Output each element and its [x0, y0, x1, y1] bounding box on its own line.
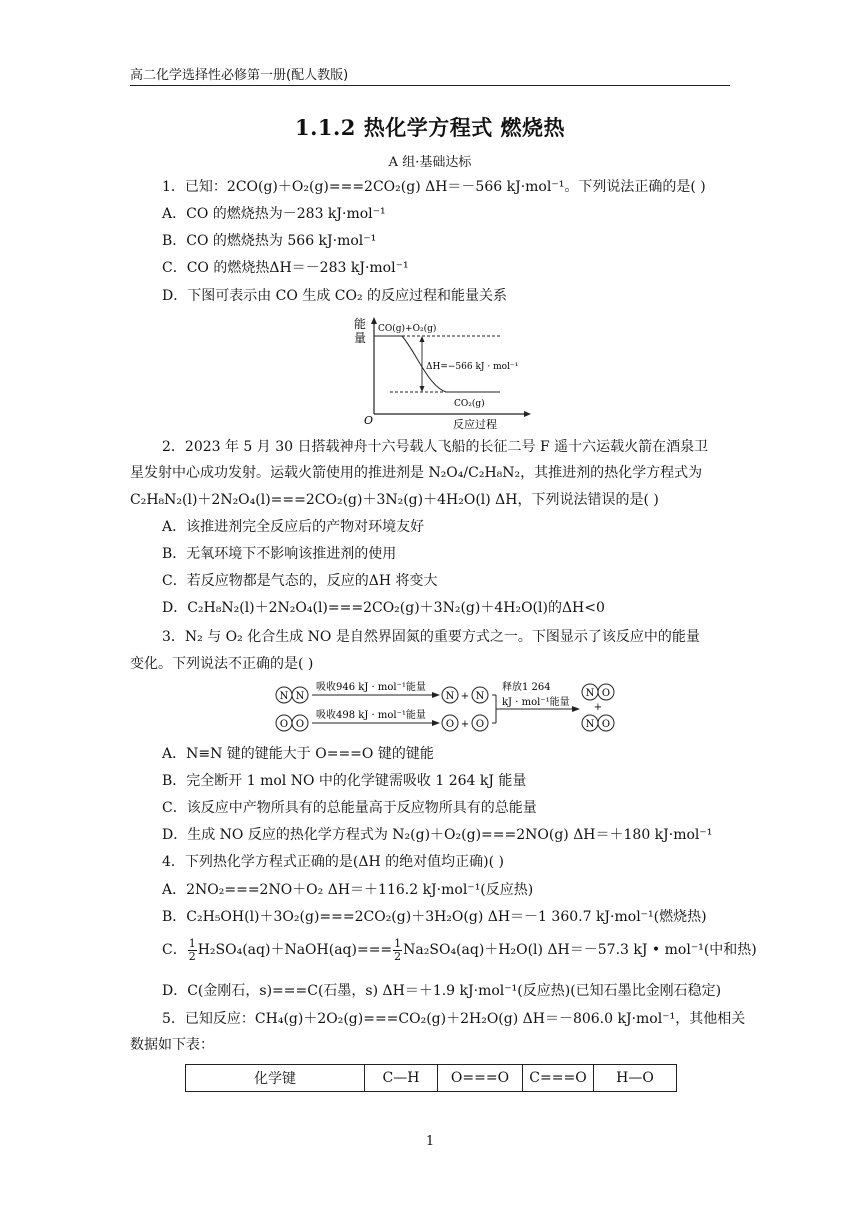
atom-o: O [601, 719, 611, 730]
absorb-n2-label: 吸收946 kJ · mol⁻¹能量 [316, 682, 426, 693]
table-header-cell: C—H [365, 1065, 438, 1092]
q1-option-c: C．CO 的燃烧热ΔH＝－283 kJ·mol⁻¹ [162, 260, 409, 276]
page-title: 1.1.2 热化学方程式 燃烧热 [294, 115, 566, 140]
atom-o: O [445, 719, 455, 730]
bottom-level-label: CO₂(g) [454, 399, 485, 409]
table-header-cell: C===O [523, 1065, 594, 1092]
top-level-label: CO(g)+O₂(g) [378, 324, 437, 334]
q2-option-a: A．该推进剂完全反应后的产物对环境友好 [162, 519, 425, 535]
atom-o: O [295, 719, 305, 730]
x-label-reaction-process: 反应过程 [453, 418, 497, 430]
q5-line-2: 数据如下表： [130, 1037, 214, 1053]
bond-table [185, 1064, 677, 1092]
q4-option-b: B．C₂H₅OH(l)＋3O₂(g)===2CO₂(g)＋3H₂O(g) ΔH＝－1 360.7 kJ·mol⁻¹(燃烧热) [162, 909, 707, 925]
atom-n: N [585, 688, 595, 699]
fraction-half [188, 938, 197, 963]
q5-line-1: 5．已知反应：CH₄(g)＋2O₂(g)===CO₂(g)＋2H₂O(g) ΔH＝－806.0 kJ·mol⁻¹，其他相关 [162, 1011, 746, 1027]
y-label-energy-1: 能 [354, 317, 367, 331]
q2-option-c: C．若反应物都是气态的，反应的ΔH 将变大 [162, 573, 438, 589]
atom-n: N [295, 691, 305, 702]
atom-o: O [475, 719, 485, 730]
table-header-cell: H—O [594, 1065, 677, 1092]
q4-option-c-rest: Na₂SO₄(aq)＋H₂O(l) ΔH＝－57.3 kJ • mol⁻¹(中和热) [403, 942, 757, 958]
fraction-numerator: 1 [394, 936, 402, 950]
table-header-cell: 化学键 [186, 1065, 365, 1092]
release-label-1: 释放1 264 [502, 682, 551, 693]
delta-h-label: ΔH=−566 kJ · mol⁻¹ [426, 362, 519, 372]
q4-option-c-prefix: C． [162, 942, 187, 958]
q1-stem: 1．已知：2CO(g)＋O₂(g)===2CO₂(g) ΔH＝－566 kJ·mol⁻¹。下列说法正确的是( ) [162, 179, 706, 195]
q4-option-d: D．C(金刚石，s)===C(石墨，s) ΔH＝＋1.9 kJ·mol⁻¹(反应热)(已知石墨比金刚石稳定) [162, 983, 722, 999]
q3-option-a: A．N≡N 键的键能大于 O===O 键的键能 [162, 746, 434, 762]
q1-option-d: D．下图可表示由 CO 生成 CO₂ 的反应过程和能量关系 [162, 288, 508, 304]
q3-option-d: D．生成 NO 反应的热化学方程式为 N₂(g)＋O₂(g)===2NO(g) ΔH＝＋180 kJ·mol⁻¹ [162, 827, 713, 843]
atom-n: N [445, 691, 455, 702]
running-head: 高二化学选择性必修第一册(配人教版) [130, 68, 349, 83]
q3-line-2: 变化。下列说法不正确的是( ) [130, 656, 314, 672]
header-rule [130, 85, 730, 86]
q2-line-2: 星发射中心成功发射。运载火箭使用的推进剂是 N₂O₄/C₂H₈N₂，其推进剂的热化学方程式为 [130, 465, 703, 481]
q3-line-1: 3．N₂ 与 O₂ 化合生成 NO 是自然界固氮的重要方式之一。下图显示了该反应中的能量 [162, 629, 700, 645]
atom-o: O [279, 719, 289, 730]
q1-option-a: A．CO 的燃烧热为－283 kJ·mol⁻¹ [162, 206, 386, 222]
q3-option-b: B．完全断开 1 mol NO 中的化学键需吸收 1 264 kJ 能量 [162, 773, 527, 789]
q4-stem: 4．下列热化学方程式正确的是(ΔH 的绝对值均正确)( ) [162, 854, 504, 870]
absorb-o2-label: 吸收498 kJ · mol⁻¹能量 [316, 710, 426, 721]
y-label-energy-2: 量 [354, 331, 367, 345]
fraction-half [393, 938, 402, 963]
q1-option-b: B．CO 的燃烧热为 566 kJ·mol⁻¹ [162, 233, 377, 249]
table-row [186, 1065, 677, 1092]
table-header-cell: O===O [438, 1065, 523, 1092]
release-label-2: kJ · mol⁻¹能量 [502, 697, 570, 708]
q3-option-c: C．该反应中产物所具有的总能量高于反应物所具有的总能量 [162, 800, 537, 816]
q2-option-b: B．无氧环境下不影响该推进剂的使用 [162, 546, 397, 562]
fraction-denominator: 2 [188, 949, 196, 963]
energy-diagram-q1 [350, 312, 540, 430]
q2-line-3: C₂H₈N₂(l)＋2N₂O₄(l)===2CO₂(g)＋3N₂(g)＋4H₂O(l) ΔH，下列说法错误的是( ) [130, 492, 659, 508]
plus-sign: + [460, 691, 470, 702]
atom-n: N [475, 691, 485, 702]
q4-option-a: A．2NO₂===2NO＋O₂ ΔH＝＋116.2 kJ·mol⁻¹(反应热) [162, 882, 534, 898]
bond-energy-diagram-q3 [266, 678, 626, 740]
q4-option-c-mid: H₂SO₄(aq)＋NaOH(aq)=== [197, 942, 393, 958]
atom-o: O [601, 688, 611, 699]
q2-line-1: 2．2023 年 5 月 30 日搭载神舟十六号载人飞船的长征二号 F 遥十六运载火箭在酒泉卫 [162, 439, 709, 455]
atom-n: N [279, 691, 289, 702]
q4-option-c [162, 936, 757, 964]
plus-sign: + [460, 719, 470, 730]
page-number: 1 [425, 1134, 435, 1149]
fraction-denominator: 2 [394, 949, 402, 963]
fraction-numerator: 1 [188, 936, 196, 950]
plus-sign: + [593, 702, 603, 713]
atom-n: N [585, 719, 595, 730]
q2-option-d: D．C₂H₈N₂(l)＋2N₂O₄(l)===2CO₂(g)＋3N₂(g)＋4H₂O(l)的ΔH<0 [162, 600, 605, 616]
origin-label: O [364, 414, 374, 427]
section-subtitle: A 组·基础达标 [388, 155, 472, 170]
